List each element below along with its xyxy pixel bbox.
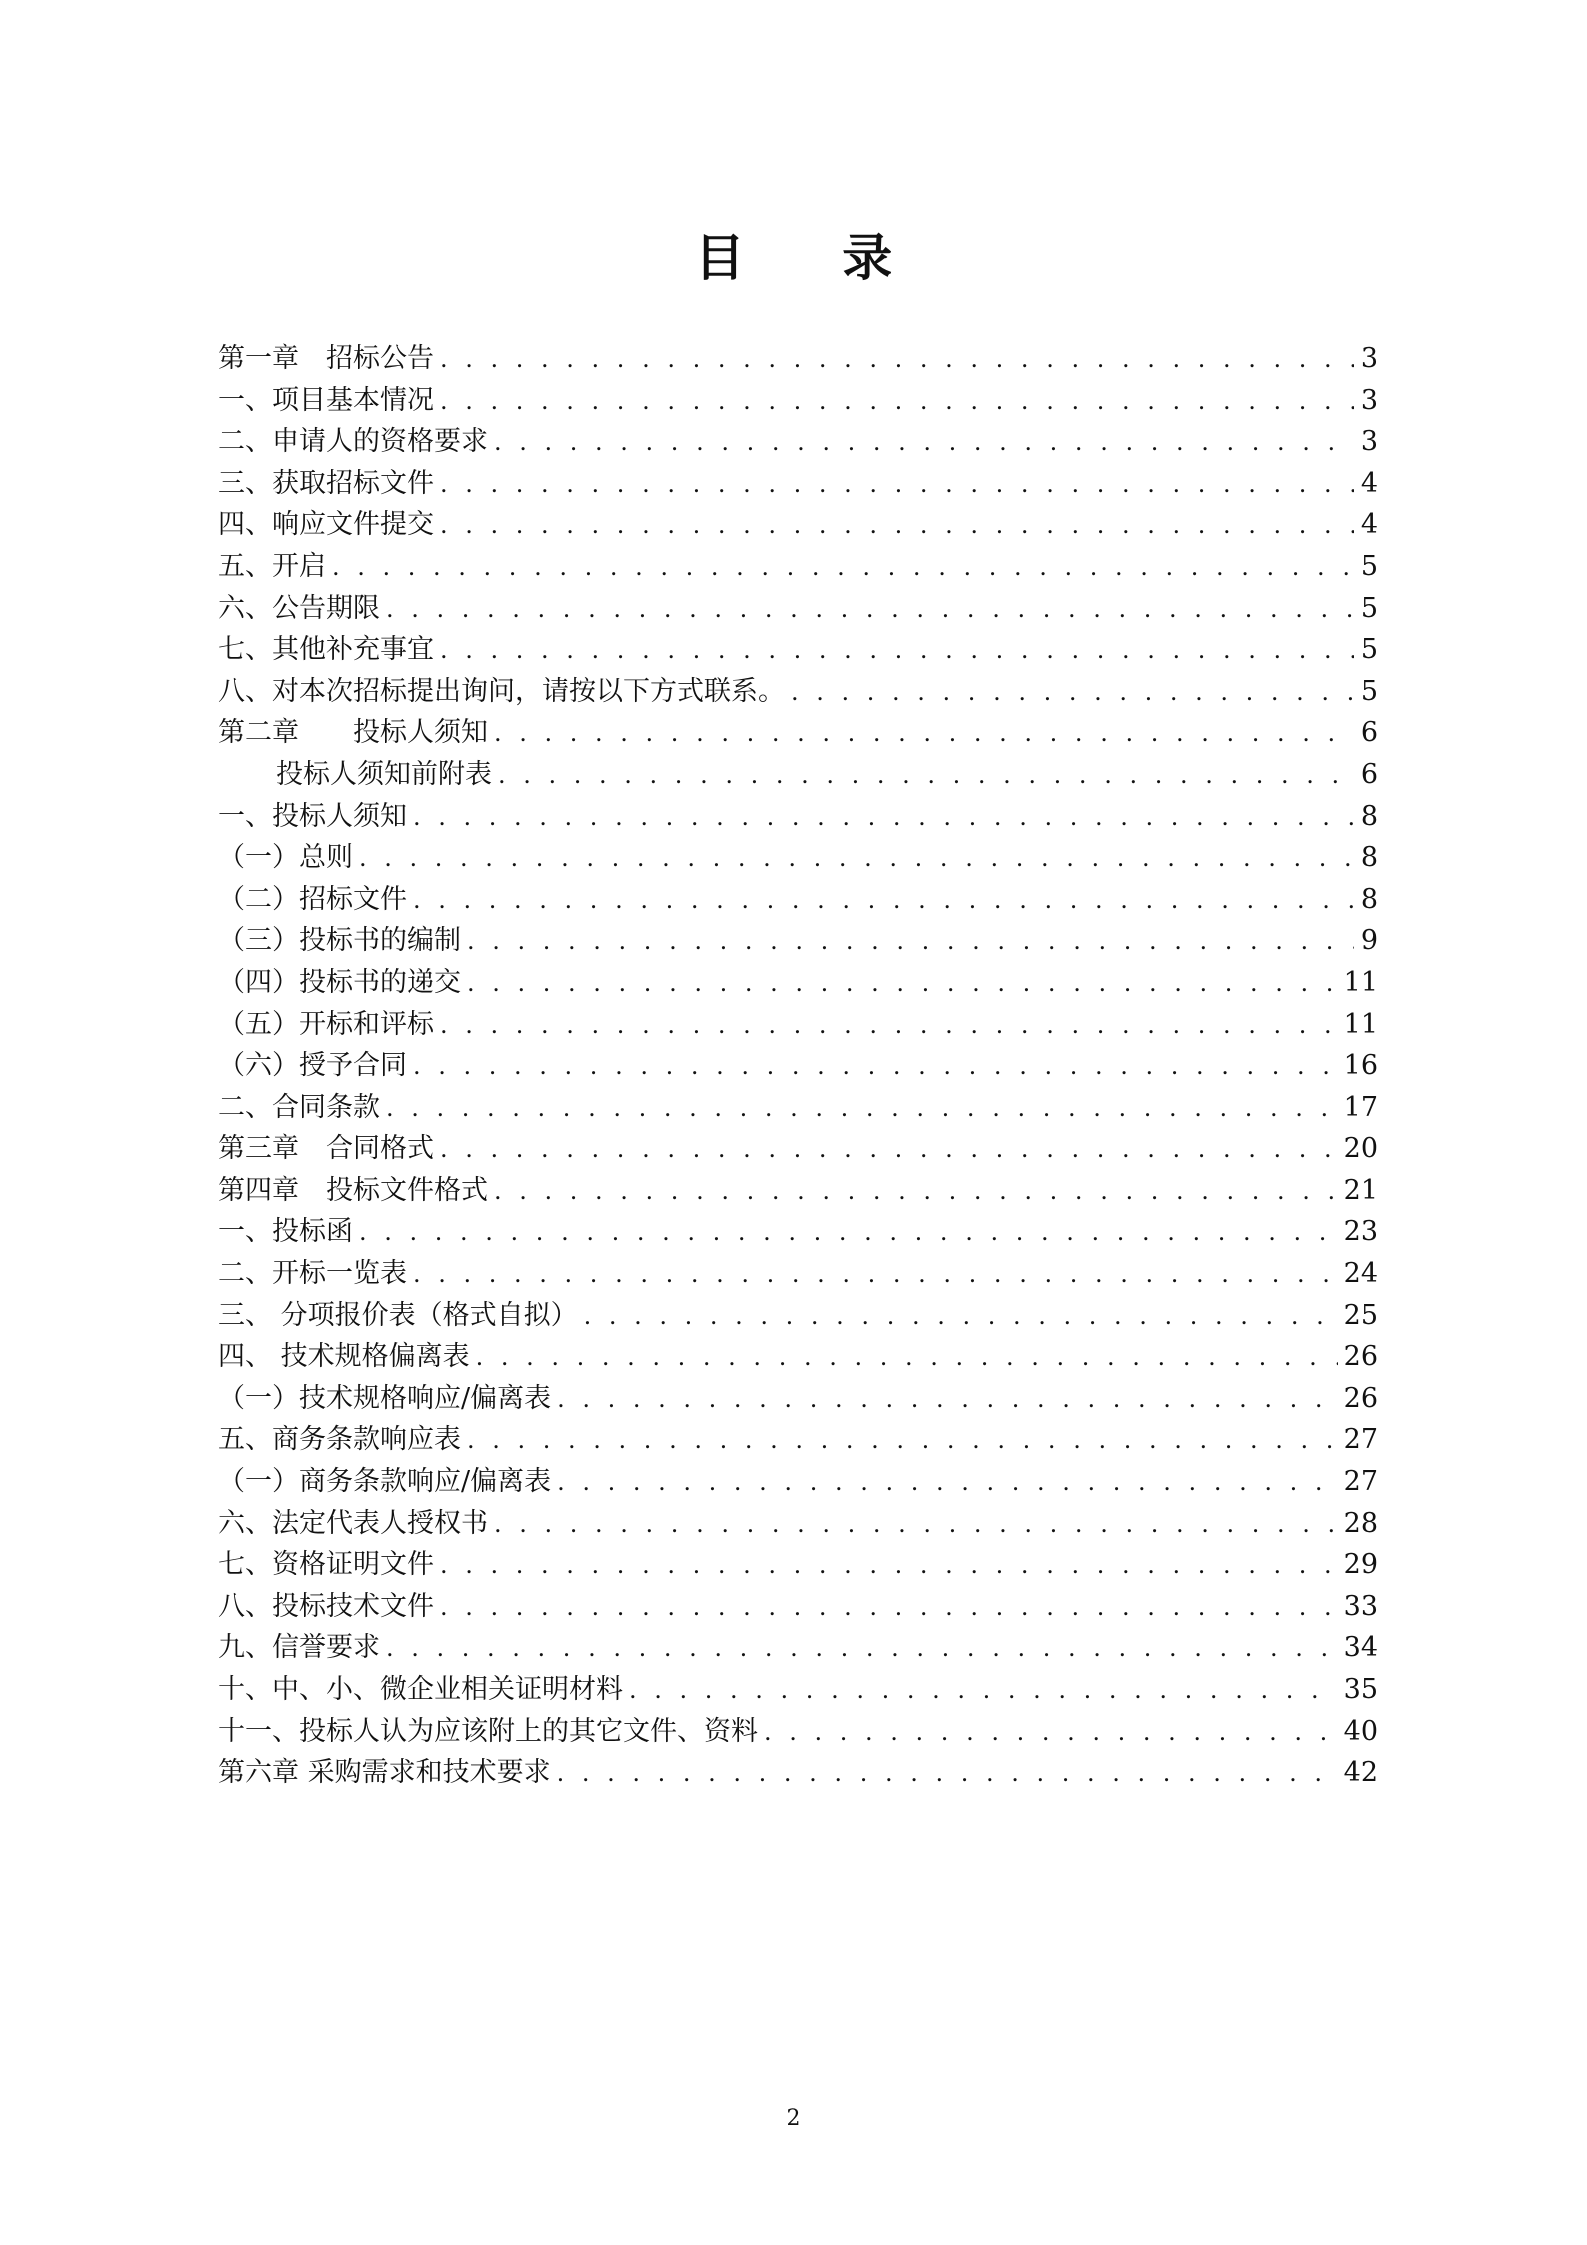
toc-dot-leader bbox=[440, 630, 1354, 672]
toc-entry-page: 11 bbox=[1343, 1008, 1378, 1040]
toc-dot-leader bbox=[629, 1670, 1338, 1712]
toc-entry bbox=[218, 1627, 1378, 1669]
toc-entry bbox=[218, 588, 1378, 630]
toc-dot-leader bbox=[413, 797, 1354, 839]
table-of-contents bbox=[218, 338, 1378, 1794]
toc-dot-leader bbox=[440, 381, 1354, 423]
toc-entry-page: 8 bbox=[1360, 842, 1378, 874]
toc-dot-leader bbox=[494, 422, 1354, 464]
toc-entry bbox=[218, 1503, 1378, 1545]
toc-entry-label: 五、商务条款响应表 bbox=[218, 1424, 461, 1456]
toc-entry bbox=[218, 1045, 1378, 1087]
toc-dot-leader bbox=[476, 1337, 1338, 1379]
toc-dot-leader bbox=[359, 838, 1354, 880]
toc-entry bbox=[218, 1004, 1378, 1046]
toc-dot-leader bbox=[440, 339, 1354, 381]
toc-entry-label: 九、信誉要求 bbox=[218, 1632, 380, 1664]
toc-entry bbox=[218, 1128, 1378, 1170]
toc-dot-leader bbox=[467, 963, 1338, 1005]
toc-entry-label: 十、中、小、微企业相关证明材料 bbox=[218, 1674, 623, 1705]
document-title: 目 录 bbox=[694, 229, 933, 287]
toc-entry-page: 21 bbox=[1343, 1174, 1378, 1206]
toc-dot-leader bbox=[494, 713, 1354, 755]
toc-entry-label: 一、投标人须知 bbox=[218, 800, 407, 832]
toc-entry-label: （三）投标书的编制 bbox=[218, 925, 461, 957]
toc-dot-leader bbox=[440, 1587, 1338, 1629]
toc-dot-leader bbox=[440, 1005, 1338, 1047]
toc-entry-label: （六）授予合同 bbox=[218, 1050, 407, 1082]
toc-entry-label: 六、公告期限 bbox=[218, 592, 380, 624]
toc-entry-page: 5 bbox=[1360, 634, 1378, 666]
toc-entry-label: （二）招标文件 bbox=[218, 883, 407, 915]
toc-dot-leader bbox=[557, 1462, 1338, 1504]
toc-entry-page: 5 bbox=[1360, 550, 1378, 582]
toc-entry-label: 二、申请人的资格要求 bbox=[218, 426, 488, 458]
toc-entry-label: 八、对本次招标提出询问，请按以下方式联系。 bbox=[218, 675, 785, 707]
toc-entry bbox=[218, 796, 1378, 838]
toc-entry-page: 27 bbox=[1343, 1466, 1378, 1498]
toc-entry-page: 25 bbox=[1343, 1299, 1378, 1331]
toc-entry-page: 20 bbox=[1343, 1133, 1378, 1165]
toc-dot-leader bbox=[413, 1254, 1338, 1296]
toc-entry-page: 28 bbox=[1343, 1507, 1378, 1539]
toc-entry-page: 4 bbox=[1360, 509, 1378, 541]
toc-dot-leader bbox=[467, 921, 1354, 963]
toc-entry-page: 40 bbox=[1343, 1715, 1378, 1747]
toc-entry-page: 33 bbox=[1343, 1590, 1378, 1622]
toc-entry bbox=[218, 1378, 1378, 1420]
toc-entry-label: 三、获取招标文件 bbox=[218, 467, 434, 499]
toc-entry bbox=[218, 1669, 1378, 1711]
toc-dot-leader bbox=[764, 1712, 1338, 1754]
page-number: 2 bbox=[786, 2106, 801, 2131]
toc-entry bbox=[218, 1544, 1378, 1586]
toc-entry bbox=[218, 671, 1378, 713]
toc-entry bbox=[218, 504, 1378, 546]
toc-entry-page: 23 bbox=[1343, 1216, 1378, 1248]
toc-entry-label: 四、 技术规格偏离表 bbox=[218, 1341, 470, 1373]
toc-entry-page: 6 bbox=[1360, 758, 1378, 790]
toc-entry-label: 第一章 招标公告 bbox=[218, 343, 434, 374]
toc-dot-leader bbox=[386, 1628, 1338, 1670]
toc-dot-leader bbox=[584, 1296, 1338, 1338]
toc-entry bbox=[218, 1752, 1378, 1794]
toc-entry-page: 5 bbox=[1360, 675, 1378, 707]
toc-entry-page: 9 bbox=[1360, 925, 1378, 957]
toc-entry bbox=[218, 1170, 1378, 1212]
toc-dot-leader bbox=[386, 589, 1354, 631]
toc-entry-label: 一、项目基本情况 bbox=[218, 384, 434, 416]
toc-dot-leader bbox=[440, 464, 1354, 506]
toc-entry-label: 七、其他补充事宜 bbox=[218, 634, 434, 666]
toc-entry bbox=[218, 1419, 1378, 1461]
toc-dot-leader bbox=[332, 547, 1354, 589]
toc-entry bbox=[218, 1211, 1378, 1253]
toc-entry-page: 6 bbox=[1360, 717, 1378, 749]
toc-dot-leader bbox=[494, 1171, 1338, 1213]
toc-entry-label: 二、合同条款 bbox=[218, 1091, 380, 1123]
toc-entry-page: 34 bbox=[1343, 1632, 1378, 1664]
toc-entry bbox=[218, 712, 1378, 754]
toc-entry-page: 3 bbox=[1360, 426, 1378, 458]
toc-entry bbox=[218, 837, 1378, 879]
toc-entry-page: 5 bbox=[1360, 592, 1378, 624]
toc-entry-label: （五）开标和评标 bbox=[218, 1008, 434, 1040]
toc-entry-page: 17 bbox=[1343, 1091, 1378, 1123]
toc-dot-leader bbox=[359, 1212, 1338, 1254]
toc-entry-label: 第二章 投标人须知 bbox=[218, 717, 488, 749]
toc-entry-label: （一）商务条款响应/偏离表 bbox=[218, 1466, 552, 1498]
toc-entry-label: 四、响应文件提交 bbox=[218, 509, 434, 541]
toc-entry-page: 29 bbox=[1343, 1549, 1378, 1581]
toc-entry bbox=[218, 463, 1378, 505]
toc-entry-page: 42 bbox=[1343, 1757, 1378, 1789]
toc-entry-label: 第四章 投标文件格式 bbox=[218, 1174, 488, 1206]
toc-entry bbox=[218, 879, 1378, 921]
toc-entry-page: 27 bbox=[1343, 1424, 1378, 1456]
toc-entry-page: 3 bbox=[1360, 343, 1378, 374]
toc-dot-leader bbox=[498, 755, 1354, 797]
toc-dot-leader bbox=[791, 672, 1354, 714]
toc-entry-page: 8 bbox=[1360, 883, 1378, 915]
toc-dot-leader bbox=[557, 1379, 1338, 1421]
toc-entry-label: 一、投标函 bbox=[218, 1216, 353, 1248]
toc-entry-page: 24 bbox=[1343, 1258, 1378, 1290]
toc-dot-leader bbox=[440, 505, 1354, 547]
toc-entry bbox=[218, 962, 1378, 1004]
toc-dot-leader bbox=[413, 1046, 1338, 1088]
toc-entry-label: 投标人须知前附表 bbox=[276, 758, 492, 790]
toc-entry-page: 26 bbox=[1343, 1382, 1378, 1414]
toc-entry bbox=[218, 1711, 1378, 1753]
toc-entry-label: 二、开标一览表 bbox=[218, 1258, 407, 1290]
toc-entry-page: 3 bbox=[1360, 384, 1378, 416]
toc-entry bbox=[218, 1295, 1378, 1337]
toc-entry bbox=[218, 920, 1378, 962]
toc-dot-leader bbox=[440, 1545, 1338, 1587]
toc-dot-leader bbox=[386, 1088, 1338, 1130]
toc-entry-label: （一）总则 bbox=[218, 842, 353, 874]
toc-entry bbox=[218, 1087, 1378, 1129]
toc-entry-page: 35 bbox=[1343, 1674, 1378, 1705]
toc-entry-label: 八、投标技术文件 bbox=[218, 1590, 434, 1622]
toc-entry bbox=[218, 1586, 1378, 1628]
toc-entry-label: 第三章 合同格式 bbox=[218, 1133, 434, 1165]
toc-entry bbox=[218, 1253, 1378, 1295]
toc-entry-page: 16 bbox=[1343, 1050, 1378, 1082]
toc-entry-label: 五、开启 bbox=[218, 550, 326, 582]
toc-entry-page: 8 bbox=[1360, 800, 1378, 832]
toc-entry bbox=[218, 1461, 1378, 1503]
toc-dot-leader bbox=[440, 1129, 1338, 1171]
toc-entry bbox=[218, 338, 1378, 380]
toc-entry bbox=[218, 754, 1378, 796]
toc-entry-label: 七、资格证明文件 bbox=[218, 1549, 434, 1581]
toc-entry bbox=[218, 546, 1378, 588]
toc-entry-page: 4 bbox=[1360, 467, 1378, 499]
toc-entry-label: 十一、投标人认为应该附上的其它文件、资料 bbox=[218, 1715, 758, 1747]
toc-entry bbox=[218, 421, 1378, 463]
toc-entry-label: （四）投标书的递交 bbox=[218, 966, 461, 998]
toc-dot-leader bbox=[467, 1420, 1338, 1462]
toc-entry-label: （一）技术规格响应/偏离表 bbox=[218, 1382, 552, 1414]
toc-entry-label: 六、法定代表人授权书 bbox=[218, 1507, 488, 1539]
toc-entry-label: 三、 分项报价表（格式自拟） bbox=[218, 1299, 578, 1331]
toc-entry-page: 11 bbox=[1343, 966, 1378, 998]
toc-entry bbox=[218, 1336, 1378, 1378]
toc-entry-page: 26 bbox=[1343, 1341, 1378, 1373]
toc-entry-label: 第六章 采购需求和技术要求 bbox=[218, 1757, 551, 1789]
toc-entry bbox=[218, 629, 1378, 671]
toc-entry bbox=[218, 380, 1378, 422]
toc-dot-leader bbox=[557, 1753, 1338, 1795]
toc-dot-leader bbox=[494, 1504, 1338, 1546]
toc-dot-leader bbox=[413, 880, 1354, 922]
